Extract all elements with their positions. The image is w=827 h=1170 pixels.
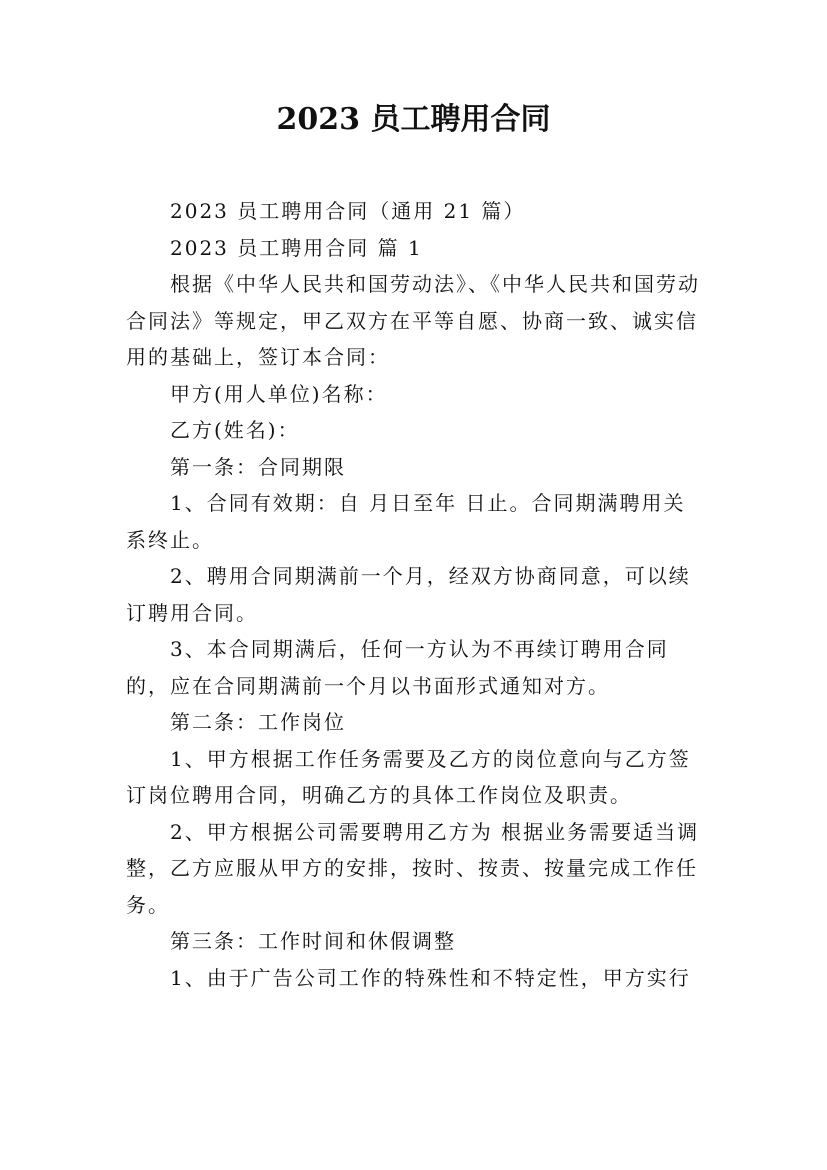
document-title: 2023 员工聘用合同 xyxy=(276,102,551,137)
paragraph-article-1-item-2: 2、聘用合同期满前一个月，经双方协商同意，可以续订聘用合同。 xyxy=(126,564,691,625)
paragraph-party-a: 甲方(用人单位)名称： xyxy=(170,381,388,406)
paragraph-article-2-item-1: 1、甲方根据工作任务需要及乙方的岗位意向与乙方签订岗位聘用合同，明确乙方的具体工作岗位及职责。 xyxy=(126,746,691,807)
document-body xyxy=(126,193,706,996)
paragraph-article-1-item-1: 1、合同有效期：自 月日至年 日止。合同期满聘用关系终止。 xyxy=(126,491,686,552)
paragraph-subtitle: 2023 员工聘用合同（通用 21 篇） xyxy=(170,199,526,223)
paragraph-article-1-heading: 第一条：合同期限 xyxy=(170,454,346,479)
paragraph-article-2-heading: 第二条：工作岗位 xyxy=(170,710,346,734)
paragraph-section-heading: 2023 员工聘用合同 篇 1 xyxy=(170,235,423,260)
paragraph-article-2-item-2: 2、甲方根据公司需要聘用乙方为 根据业务需要适当调整，乙方应服从甲方的安排，按时、按责、按量完成工作任务。 xyxy=(126,819,700,917)
paragraph-party-b: 乙方(姓名)： xyxy=(170,418,300,442)
paragraph-preamble: 根据《中华人民共和国劳动法》、《中华人民共和国劳动合同法》等规定，甲乙双方在平等自愿、协商一致、诚实信用的基础上，签订本合同： xyxy=(126,272,700,369)
paragraph-article-1-item-3: 3、本合同期满后，任何一方认为不再续订聘用合同的，应在合同期满前一个月以书面形式通知对方。 xyxy=(126,637,669,698)
paragraph-article-3-heading: 第三条：工作时间和休假调整 xyxy=(170,929,456,953)
paragraph-article-3-item-1: 1、由于广告公司工作的特殊性和不特定性，甲方实行 xyxy=(170,965,691,990)
